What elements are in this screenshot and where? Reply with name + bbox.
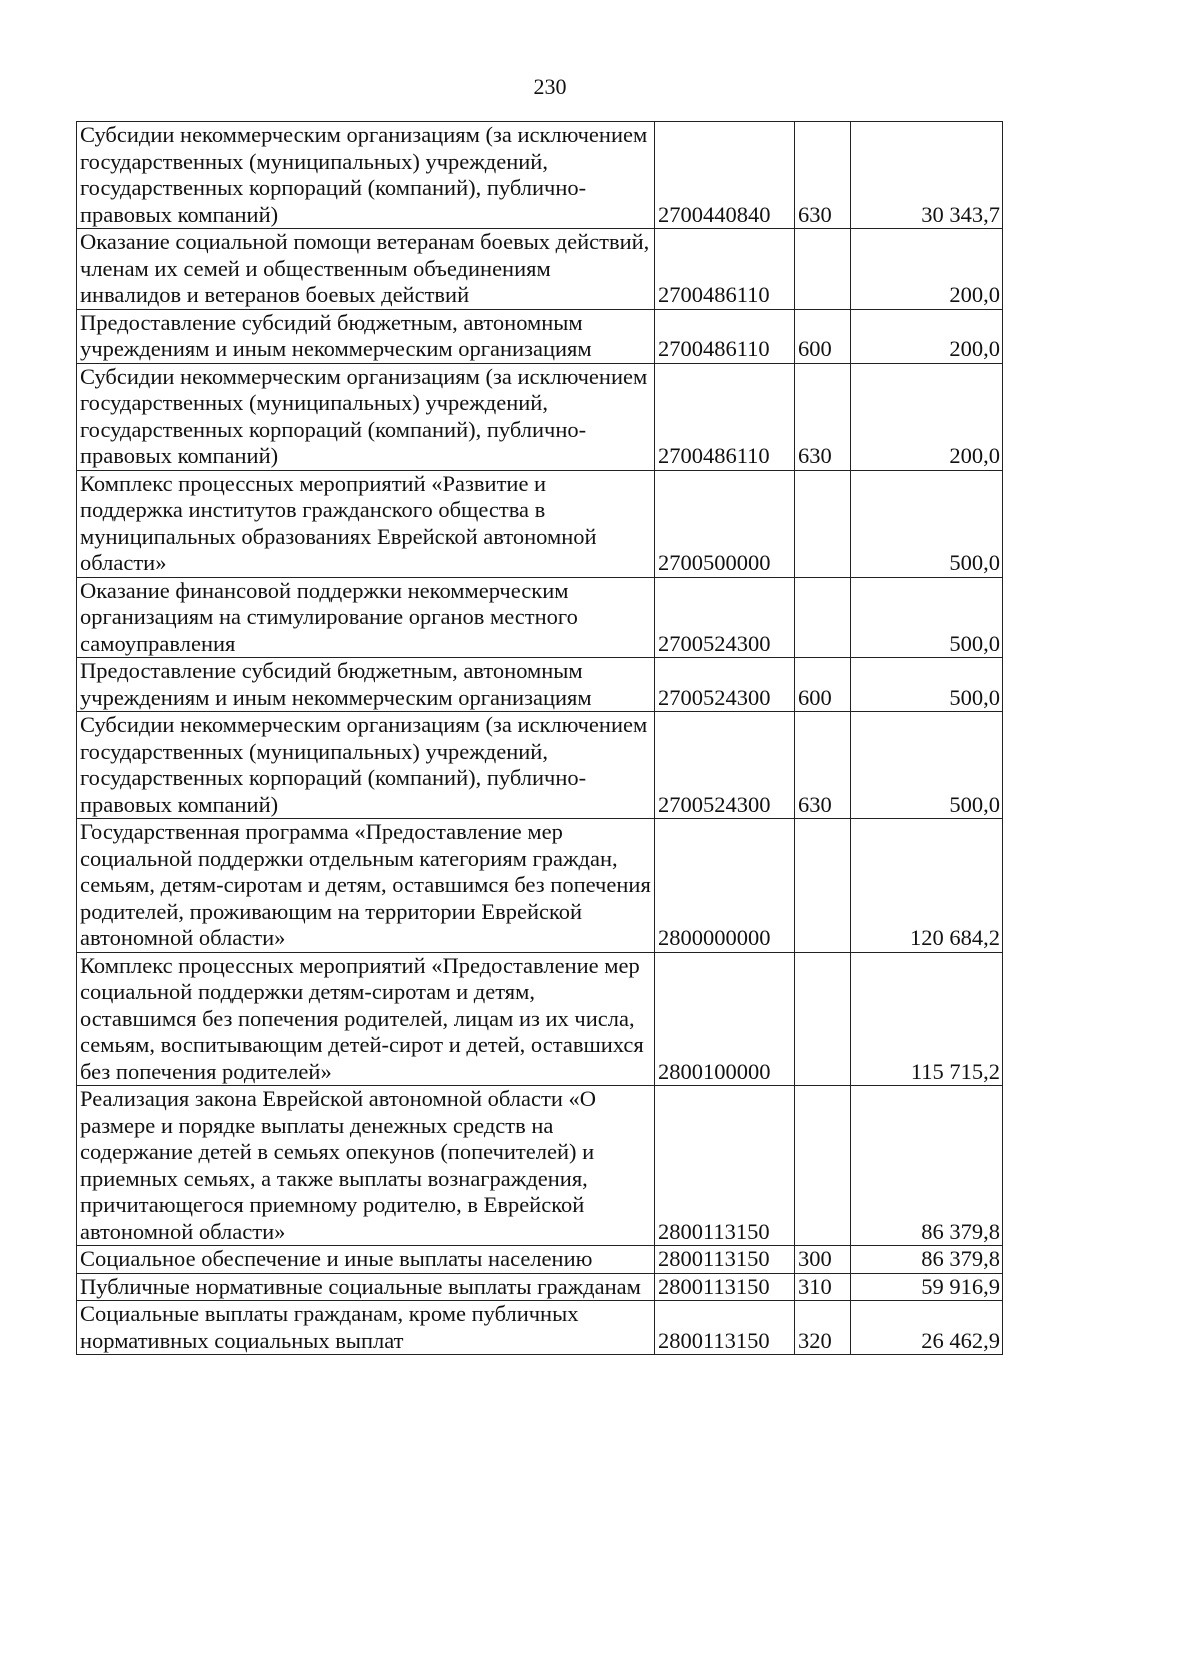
table-row [77,819,1003,953]
row-expense-type: 600 [795,658,851,712]
row-expense-type [795,952,851,1086]
row-sum: 500,0 [851,712,1003,819]
row-expense-type: 600 [795,309,851,363]
table-row [77,363,1003,470]
row-expense-type [795,577,851,658]
row-expense-type: 310 [795,1273,851,1301]
row-sum: 120 684,2 [851,819,1003,953]
row-expense-type: 630 [795,363,851,470]
row-code: 2700524300 [655,658,795,712]
table-row [77,1273,1003,1301]
row-sum: 500,0 [851,577,1003,658]
row-name: Предоставление субсидий бюджетным, автономным учреждениям и иным некоммерческим организациям [77,658,655,712]
row-name: Государственная программа «Предоставление мер социальной поддержки отдельным категориям граждан, семьям, детям-сиротам и детям, оставшимся без попечения родителей, проживающим на территории Еврейской автономной области» [77,819,655,953]
row-sum: 59 916,9 [851,1273,1003,1301]
row-name: Субсидии некоммерческим организациям (за исключением государственных (муниципальных) учреждений, государственных корпораций (компаний), публично-правовых компаний) [77,363,655,470]
row-name: Социальное обеспечение и иные выплаты населению [77,1246,655,1274]
table-row [77,1301,1003,1355]
table-row [77,658,1003,712]
row-code: 2700440840 [655,122,795,229]
page-number: 230 [533,74,567,99]
row-name: Оказание финансовой поддержки некоммерческим организациям на стимулирование органов местного самоуправления [77,577,655,658]
table-row [77,1246,1003,1274]
table-row [77,470,1003,577]
table-row [77,712,1003,819]
table-row [77,577,1003,658]
row-code: 2700486110 [655,363,795,470]
budget-table-body [77,122,1003,1355]
budget-table [76,121,1003,1355]
row-code: 2700486110 [655,229,795,310]
row-sum: 200,0 [851,229,1003,310]
row-expense-type: 630 [795,712,851,819]
row-code: 2800113150 [655,1086,795,1246]
row-code: 2800113150 [655,1273,795,1301]
row-sum: 200,0 [851,363,1003,470]
row-expense-type [795,819,851,953]
row-expense-type: 320 [795,1301,851,1355]
row-name: Субсидии некоммерческим организациям (за исключением государственных (муниципальных) учреждений, государственных корпораций (компаний), публично-правовых компаний) [77,712,655,819]
row-expense-type [795,470,851,577]
table-row [77,229,1003,310]
row-name: Социальные выплаты гражданам, кроме публичных нормативных социальных выплат [77,1301,655,1355]
table-row [77,1086,1003,1246]
row-code: 2800000000 [655,819,795,953]
row-name: Предоставление субсидий бюджетным, автономным учреждениям и иным некоммерческим организациям [77,309,655,363]
row-code: 2700524300 [655,577,795,658]
row-expense-type [795,229,851,310]
row-sum: 30 343,7 [851,122,1003,229]
row-code: 2700524300 [655,712,795,819]
row-code: 2800113150 [655,1301,795,1355]
row-sum: 500,0 [851,470,1003,577]
row-name: Реализация закона Еврейской автономной области «О размере и порядке выплаты денежных средств на содержание детей в семьях опекунов (попечителей) и приемных семьях, а также выплаты вознаграждения, причитающегося приемному родителю, в Еврейской автономной области» [77,1086,655,1246]
row-name: Комплекс процессных мероприятий «Предоставление мер социальной поддержки детям-сиротам и детям, оставшимся без попечения родителей, лицам из их числа, семьям, воспитывающим детей-сирот и детей, оставшихся без попечения родителей» [77,952,655,1086]
row-expense-type: 630 [795,122,851,229]
row-code: 2700486110 [655,309,795,363]
row-expense-type: 300 [795,1246,851,1274]
table-row [77,122,1003,229]
row-sum: 200,0 [851,309,1003,363]
row-code: 2800113150 [655,1246,795,1274]
row-expense-type [795,1086,851,1246]
row-name: Публичные нормативные социальные выплаты гражданам [77,1273,655,1301]
row-name: Комплекс процессных мероприятий «Развитие и поддержка институтов гражданского общества в муниципальных образованиях Еврейской автономной области» [77,470,655,577]
row-sum: 26 462,9 [851,1301,1003,1355]
row-name: Оказание социальной помощи ветеранам боевых действий, членам их семей и общественным объединениям инвалидов и ветеранов боевых действий [77,229,655,310]
row-code: 2800100000 [655,952,795,1086]
row-sum: 86 379,8 [851,1086,1003,1246]
table-row [77,309,1003,363]
row-name: Субсидии некоммерческим организациям (за исключением государственных (муниципальных) учреждений, государственных корпораций (компаний), публично-правовых компаний) [77,122,655,229]
row-sum: 500,0 [851,658,1003,712]
row-sum: 86 379,8 [851,1246,1003,1274]
row-sum: 115 715,2 [851,952,1003,1086]
row-code: 2700500000 [655,470,795,577]
table-row [77,952,1003,1086]
